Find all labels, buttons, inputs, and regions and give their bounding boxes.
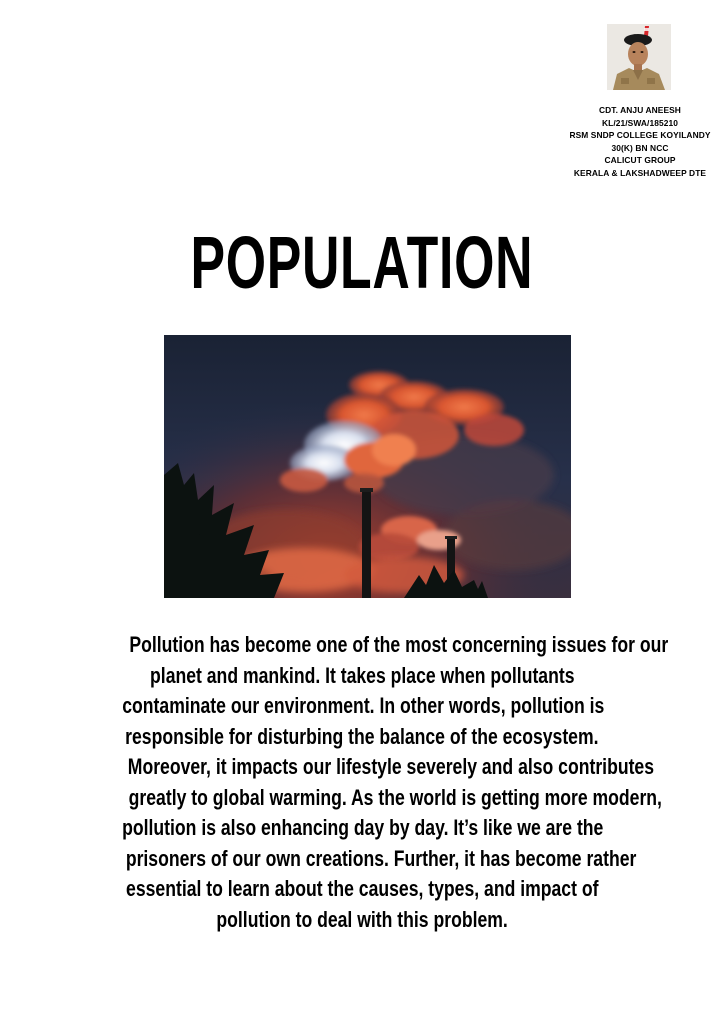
paragraph-line xyxy=(62,722,662,753)
cadet-name: CDT. ANJU ANEESH xyxy=(599,105,681,115)
page-title-text: POPULATION xyxy=(190,221,534,304)
paragraph-line-text: planet and mankind. It takes place when pollutants xyxy=(149,662,575,688)
paragraph-line xyxy=(62,661,662,692)
paragraph-line-text: responsible for disturbing the balance of the ecosystem. xyxy=(125,723,599,749)
paragraph-line-text: contaminate our environment. In other words, pollution is xyxy=(122,693,605,718)
paragraph-line xyxy=(62,844,662,875)
cadet-photo xyxy=(607,24,671,90)
paragraph-line xyxy=(62,630,669,661)
paragraph-line xyxy=(62,874,662,905)
paragraph-line xyxy=(62,813,662,844)
paragraph-line-text: Moreover, it impacts our lifestyle severely and also contributes xyxy=(127,754,655,779)
cadet-portrait-image xyxy=(607,24,671,90)
cadet-battalion: 30(K) BN NCC xyxy=(611,142,669,153)
paragraph-line-text: pollution to deal with this problem. xyxy=(216,906,508,932)
paragraph-line xyxy=(62,752,662,783)
paragraph-line-text: greatly to global warming. As the world is getting more modern, xyxy=(128,784,662,810)
cadet-directorate: KERALA & LAKSHADWEEP DTE xyxy=(573,167,707,178)
page-title xyxy=(0,218,724,308)
cadet-group: CALICUT GROUP xyxy=(604,155,676,166)
cadet-info-block xyxy=(560,104,720,180)
paragraph-line xyxy=(62,691,662,722)
cadet-regimental-number: KL/21/SWA/185210 xyxy=(601,117,679,128)
body-paragraph xyxy=(62,630,669,935)
paragraph-line xyxy=(62,783,662,814)
pollution-smokestack-image xyxy=(164,335,571,598)
paragraph-line-text: prisoners of our own creations. Further, it has become rather xyxy=(125,845,637,871)
paragraph-line xyxy=(62,905,662,936)
paragraph-line-text: essential to learn about the causes, types, and impact of xyxy=(125,876,599,901)
cadet-college: RSM SNDP COLLEGE KOYILANDY xyxy=(569,130,711,141)
paragraph-line-text: Pollution has become one of the most concerning issues for our xyxy=(129,632,669,657)
paragraph-line-text: pollution is also enhancing day by day. It’s like we are the xyxy=(122,815,604,840)
